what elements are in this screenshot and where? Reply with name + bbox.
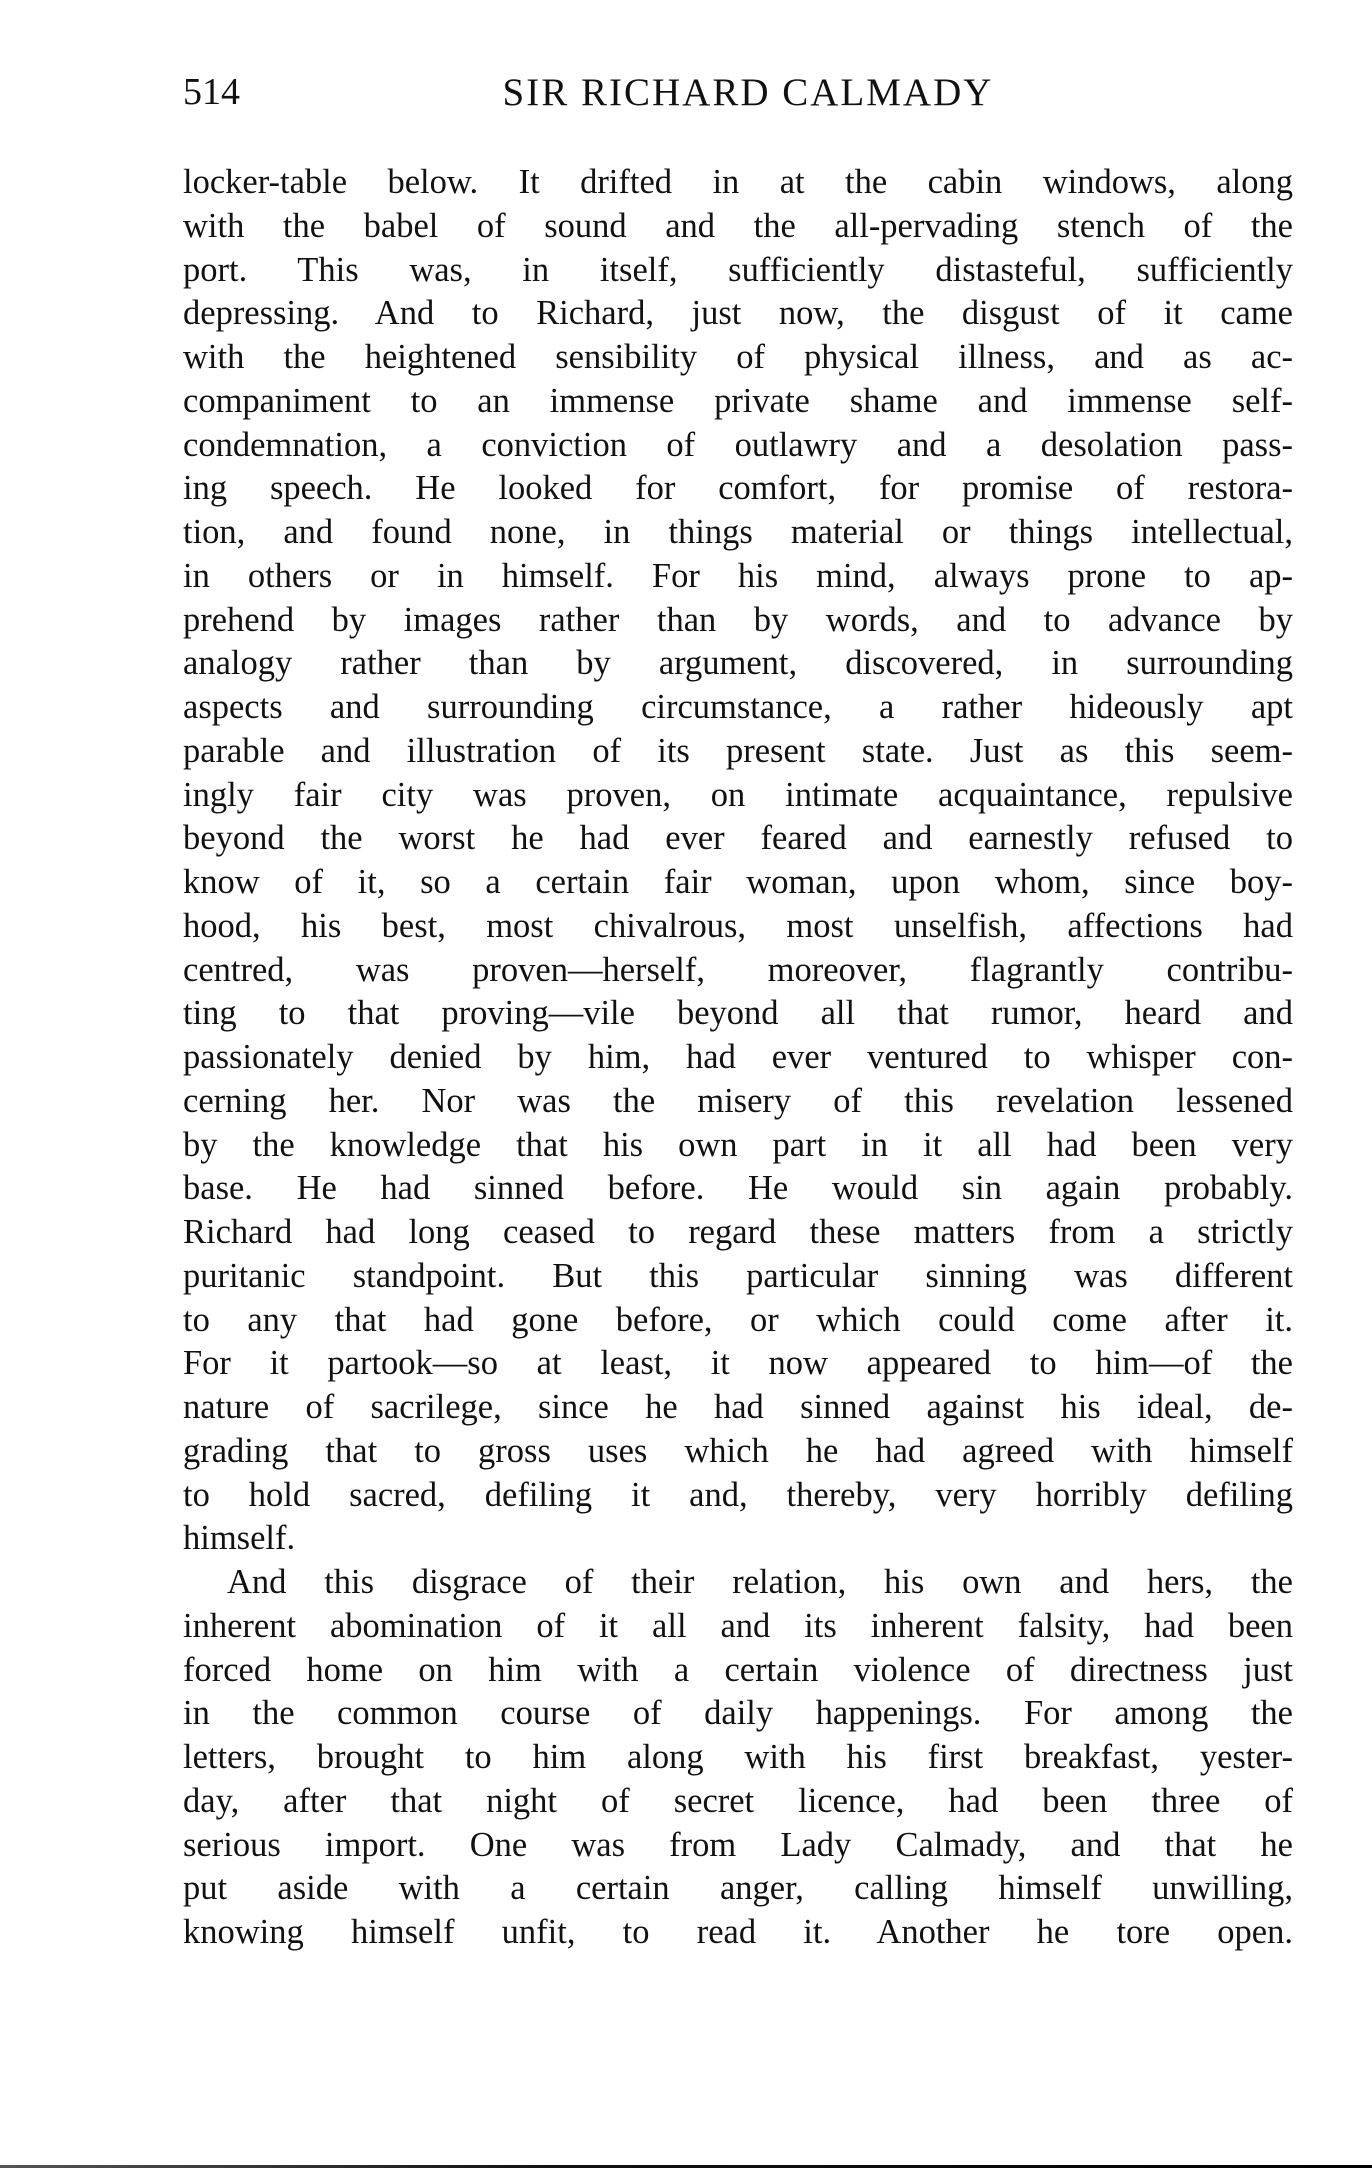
body-text xyxy=(183,161,1293,1955)
text-line: with the babel of sound and the all-pervading stench of the xyxy=(183,206,1293,245)
text-line: forced home on him with a certain violence of directness just xyxy=(183,1650,1293,1689)
text-line: And this disgrace of their relation, his own and hers, the xyxy=(227,1563,1293,1601)
text-line: analogy rather than by argument, discovered, in surrounding xyxy=(183,644,1293,683)
running-title: SIR RICHARD CALMADY xyxy=(502,71,994,114)
text-line: locker-table below. It drifted in at the cabin windows, along xyxy=(183,163,1293,201)
text-line: by the knowledge that his own part in it all had been very xyxy=(183,1125,1293,1164)
text-line: aspects and surrounding circumstance, a rather hideously apt xyxy=(183,688,1293,726)
text-line: port. This was, in itself, sufficiently distasteful, sufficiently xyxy=(183,250,1293,289)
text-line: grading that to gross uses which he had agreed with himself xyxy=(183,1431,1293,1470)
text-line: know of it, so a certain fair woman, upon whom, since boy- xyxy=(183,863,1293,901)
text-line: ting to that proving—vile beyond all that rumor, heard and xyxy=(183,994,1293,1033)
text-line: put aside with a certain anger, calling himself unwilling, xyxy=(183,1869,1293,1908)
text-line: day, after that night of secret licence, had been three of xyxy=(183,1781,1293,1820)
text-line: prehend by images rather than by words, and to advance by xyxy=(183,600,1293,639)
text-line: letters, brought to him along with his first breakfast, yester- xyxy=(183,1738,1293,1776)
text-line: centred, was proven—herself, moreover, flagrantly contribu- xyxy=(183,950,1293,989)
text-line: nature of sacrilege, since he had sinned against his ideal, de- xyxy=(183,1388,1293,1426)
text-line: ing speech. He looked for comfort, for promise of restora- xyxy=(183,469,1293,508)
page-header xyxy=(183,70,1293,120)
text-line: to any that had gone before, or which could come after it. xyxy=(183,1300,1293,1339)
text-line: in others or in himself. For his mind, always prone to ap- xyxy=(183,556,1293,595)
text-line: himself. xyxy=(183,1519,296,1558)
text-line: inherent abomination of it all and its inherent falsity, had been xyxy=(183,1606,1293,1645)
text-line: in the common course of daily happenings. For among the xyxy=(183,1694,1293,1733)
text-line: with the heightened sensibility of physical illness, and as ac- xyxy=(183,338,1293,376)
text-line: to hold sacred, defiling it and, thereby, very horribly defiling xyxy=(183,1475,1293,1514)
text-line: ingly fair city was proven, on intimate acquaintance, repulsive xyxy=(183,775,1293,814)
text-line: hood, his best, most chivalrous, most unselfish, affections had xyxy=(183,906,1293,945)
text-line: condemnation, a conviction of outlawry and a desolation pass- xyxy=(183,425,1293,464)
text-line: base. He had sinned before. He would sin again probably. xyxy=(183,1169,1293,1208)
text-line: For it partook—so at least, it now appeared to him—of the xyxy=(183,1344,1293,1383)
text-line: cerning her. Nor was the misery of this revelation lessened xyxy=(183,1081,1293,1120)
text-line: Richard had long ceased to regard these matters from a strictly xyxy=(183,1213,1293,1251)
text-line: tion, and found none, in things material or things intellectual, xyxy=(183,513,1293,551)
text-line: beyond the worst he had ever feared and earnestly refused to xyxy=(183,819,1293,858)
text-line: passionately denied by him, had ever ventured to whisper con- xyxy=(183,1038,1293,1076)
text-line: serious import. One was from Lady Calmady, and that he xyxy=(183,1825,1293,1864)
scan-edge-line xyxy=(0,2165,1372,2168)
text-line: depressing. And to Richard, just now, the disgust of it came xyxy=(183,294,1293,333)
page-number: 514 xyxy=(183,71,240,113)
text-line: puritanic standpoint. But this particular sinning was different xyxy=(183,1256,1293,1295)
text-line: parable and illustration of its present state. Just as this seem- xyxy=(183,731,1293,770)
text-line: knowing himself unfit, to read it. Another he tore open. xyxy=(183,1913,1293,1951)
text-line: companiment to an immense private shame and immense self- xyxy=(183,381,1293,420)
